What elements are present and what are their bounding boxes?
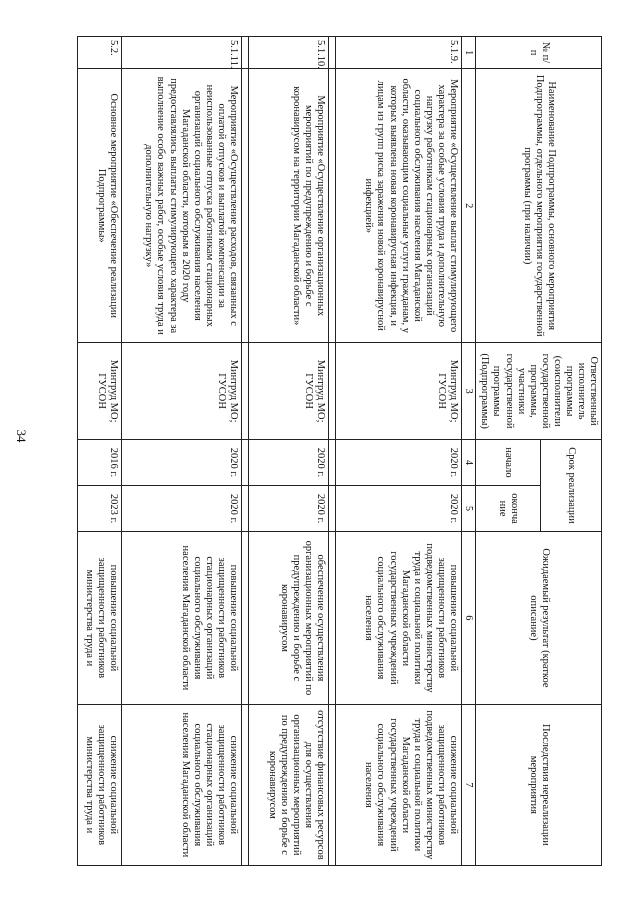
row-result: повышение социальной защищенности работников стационарных организаций социального обслуживания населения Магаданской области (121, 532, 241, 705)
table-row (77, 37, 121, 866)
row-consequences: снижение социальной защищенности работников подведомственных министерству труда и социальной политики Магаданской области государственных учреждений социального обслуживания населения (335, 704, 461, 865)
row-num: 5.1.10. (248, 37, 328, 69)
header-num: № п/п (476, 37, 602, 69)
row-result: повышение социальной защищенности работников министерства труда и (77, 532, 121, 705)
program-measures-table (77, 36, 602, 866)
row-start: 2020 г. (335, 439, 461, 485)
row-num: 5.1.11. (121, 37, 241, 69)
page-number: 34 (14, 429, 29, 443)
row-executor: Минтруд МО; ГУСОН (248, 343, 328, 440)
row-end: 2020 г. (121, 486, 241, 532)
header-executor: Ответственный исполнитель программы (соисполнители государственной программы, участники государственной программы (Подпрограммы) (476, 343, 602, 440)
row-result: обеспечение осуществления организационных мероприятий по предупреждению и борьбе с коронавирусом (248, 532, 328, 705)
row-name: Мероприятие «Осуществление организационных мероприятий по предупреждению и борьбе с коронавирусом на территории Магаданской области» (248, 69, 328, 343)
row-name: Мероприятие «Осуществление расходов, связанных с оплатой отпусков и выплатой компенсации за неиспользованные отпуска работникам стационарных организаций социального обслуживания населения Магаданской области, которым в 2020 году предоставлялись выплаты стимулирующего характера за выполнение особо важных работ, особые условия труда и дополнительную нагрузку» (121, 69, 241, 343)
table-row (248, 37, 328, 866)
header-result: Ожидаемый результат (краткое описание) (476, 532, 602, 705)
row-start: 2016 г. (77, 439, 121, 485)
row-num: 5.2. (77, 37, 121, 69)
column-number: 5 (461, 486, 476, 532)
column-number: 3 (461, 343, 476, 440)
column-number: 1 (461, 37, 476, 69)
header-period: Срок реализации (541, 439, 602, 531)
row-consequences: снижение социальной защищенности работников министерства труда и (77, 704, 121, 865)
row-start: 2020 г. (121, 439, 241, 485)
row-num: 5.1.9. (335, 37, 461, 69)
column-number: 2 (461, 69, 476, 343)
table-sheet (42, 36, 602, 866)
row-result: повышение социальной защищенности работников подведомственных министерству труда и социальной политики Магаданской области государственных учреждений социального обслуживания населения (335, 532, 461, 705)
header-end: оконча ние (476, 486, 541, 532)
rotated-page-area (42, 36, 602, 866)
header-consequences: Последствия нереализации мероприятия (476, 704, 602, 865)
header-name: Наименование Подпрограммы, основного мероприятия Подпрограммы, отдельного мероприятия государственной программы (при наличии) (476, 69, 602, 343)
row-consequences: снижение социальной защищенности работников стационарных организаций социального обслуживания населения Магаданской области (121, 704, 241, 865)
row-start: 2020 г. (248, 439, 328, 485)
row-executor: Минтруд МО; ГУСОН (335, 343, 461, 440)
row-executor: Минтруд МО; ГУСОН (77, 343, 121, 440)
row-end: 2020 г. (335, 486, 461, 532)
row-consequences: отсутствие финансовых ресурсов для осуществления организационных мероприятий по предупреждению и борьбе с коронавирусом (248, 704, 328, 865)
column-number: 7 (461, 704, 476, 865)
table-row (121, 37, 241, 866)
row-executor: Минтруд МО; ГУСОН (121, 343, 241, 440)
column-number: 4 (461, 439, 476, 485)
row-name: Мероприятие «Осуществление выплат стимулирующего характера за особые условия труда и дополнительную нагрузку работникам стационарных организаций социального обслуживания населения Магаданской области, оказывающим социальные услуги гражданам, у которых выявлена новая коронавирусная инфекция, и лицам из групп риска заражения новой коронавирусной инфекцией» (335, 69, 461, 343)
column-number: 6 (461, 532, 476, 705)
row-name: Основное мероприятие «Обеспечение реализации Подпрограммы» (77, 69, 121, 343)
row-end: 2023 г. (77, 486, 121, 532)
row-end: 2020 г. (248, 486, 328, 532)
table-row (335, 37, 461, 866)
header-start: начало (476, 439, 541, 485)
